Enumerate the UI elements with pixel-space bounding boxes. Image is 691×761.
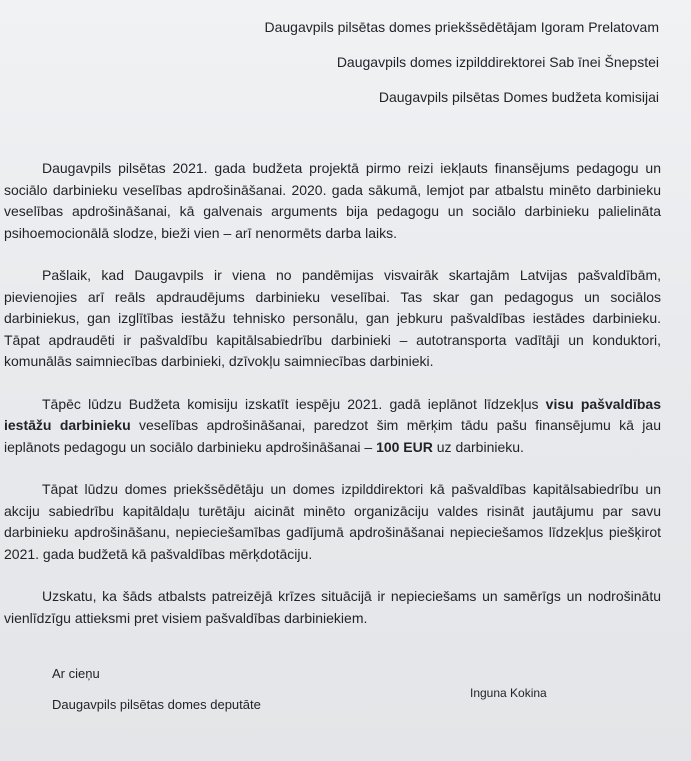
- closing-salutation: Ar cieņu: [52, 666, 100, 681]
- addressee-director: Daugavpils domes izpilddirektorei Sab īnei Šnepstei: [336, 54, 659, 70]
- request-emphasis-amount: 100 EUR: [376, 438, 433, 455]
- letter-body: [4, 158, 661, 650]
- request-text-1: Tāpēc lūdzu Budžeta komisiju izskatīt iespēju 2021. gadā ieplānot līdzekļus: [42, 395, 546, 412]
- paragraph-request: [4, 394, 661, 459]
- addressee-block: [264, 18, 659, 123]
- request-text-2: veselības apdrošināšanai, paredzot šim mērķim tādu pašu finansējumu kā jau ieplānots pedagogu un sociālo darbinieku apdrošināšanai –: [4, 417, 661, 455]
- signer-position: Daugavpils pilsētas domes deputāte: [52, 697, 261, 712]
- request-text-3: uz darbinieku.: [432, 438, 524, 455]
- paragraph-budget-context: Daugavpils pilsētas 2021. gada budžeta projektā pirmo reizi iekļauts finansējums pedagogu un sociālo darbinieku veselības apdrošināšanai. 2020. gada sākumā, lemjot par atbalstu minēto darbinieku veselības apdrošināšanai, kā galvenais arguments bija pedagogu un sociālo darbinieku palielināta psihoemocionālā slodze, bieži vien – arī nenormēts darba laiks.: [4, 160, 661, 241]
- paragraph-companies: Tāpat lūdzu domes priekšsēdētāju un domes izpilddirektori kā pašvaldības kapitālsabiedrību un akciju sabiedrību kapitāldaļu turētāju aicināt minēto organizāciju valdes risināt jautājumu par savu darbinieku apdrošināšanu, nepieciešamības gadījumā apdrošināšanai nepieciešamos līdzekļus piešķirot 2021. gada budžetā kā pašvaldības mērķdotāciju.: [4, 481, 661, 562]
- paragraph-pandemic-risk: Pašlaik, kad Daugavpils ir viena no pandēmijas visvairāk skartajām Latvijas pašvaldībām, pievienojies arī reāls apdraudējums darbinieku veselībai. Tas skar gan pedagogus un sociālos darbiniekus, gan izglītības iestāžu tehnisko personālu, gan jebkuru pašvaldības iestādes darbinieku. Tāpat apdraudēti ir pašvaldību kapitālsabiedrību darbinieki – autotransporta vadītāji un konduktori, komunālās saimniecības darbinieki, dzīvokļu saimniecības darbinieki.: [4, 267, 661, 369]
- request-emphasis-employees: visu pašvaldības iestāžu darbinieku: [4, 395, 661, 433]
- addressee-chairman: Daugavpils pilsētas domes priekšsēdētājam Igoram Prelatovam: [264, 19, 659, 35]
- addressee-budget-committee: Daugavpils pilsētas Domes budžeta komisijai: [378, 89, 659, 105]
- signer-name: Inguna Kokina: [470, 686, 547, 700]
- paragraph-conclusion: Uzskatu, ka šāds atbalsts patreizējā krīzes situācijā ir nepieciešams un samērīgs un nodrošinātu vienlīdzīgu attieksmi pret visiem pašvaldības darbiniekiem.: [4, 588, 661, 626]
